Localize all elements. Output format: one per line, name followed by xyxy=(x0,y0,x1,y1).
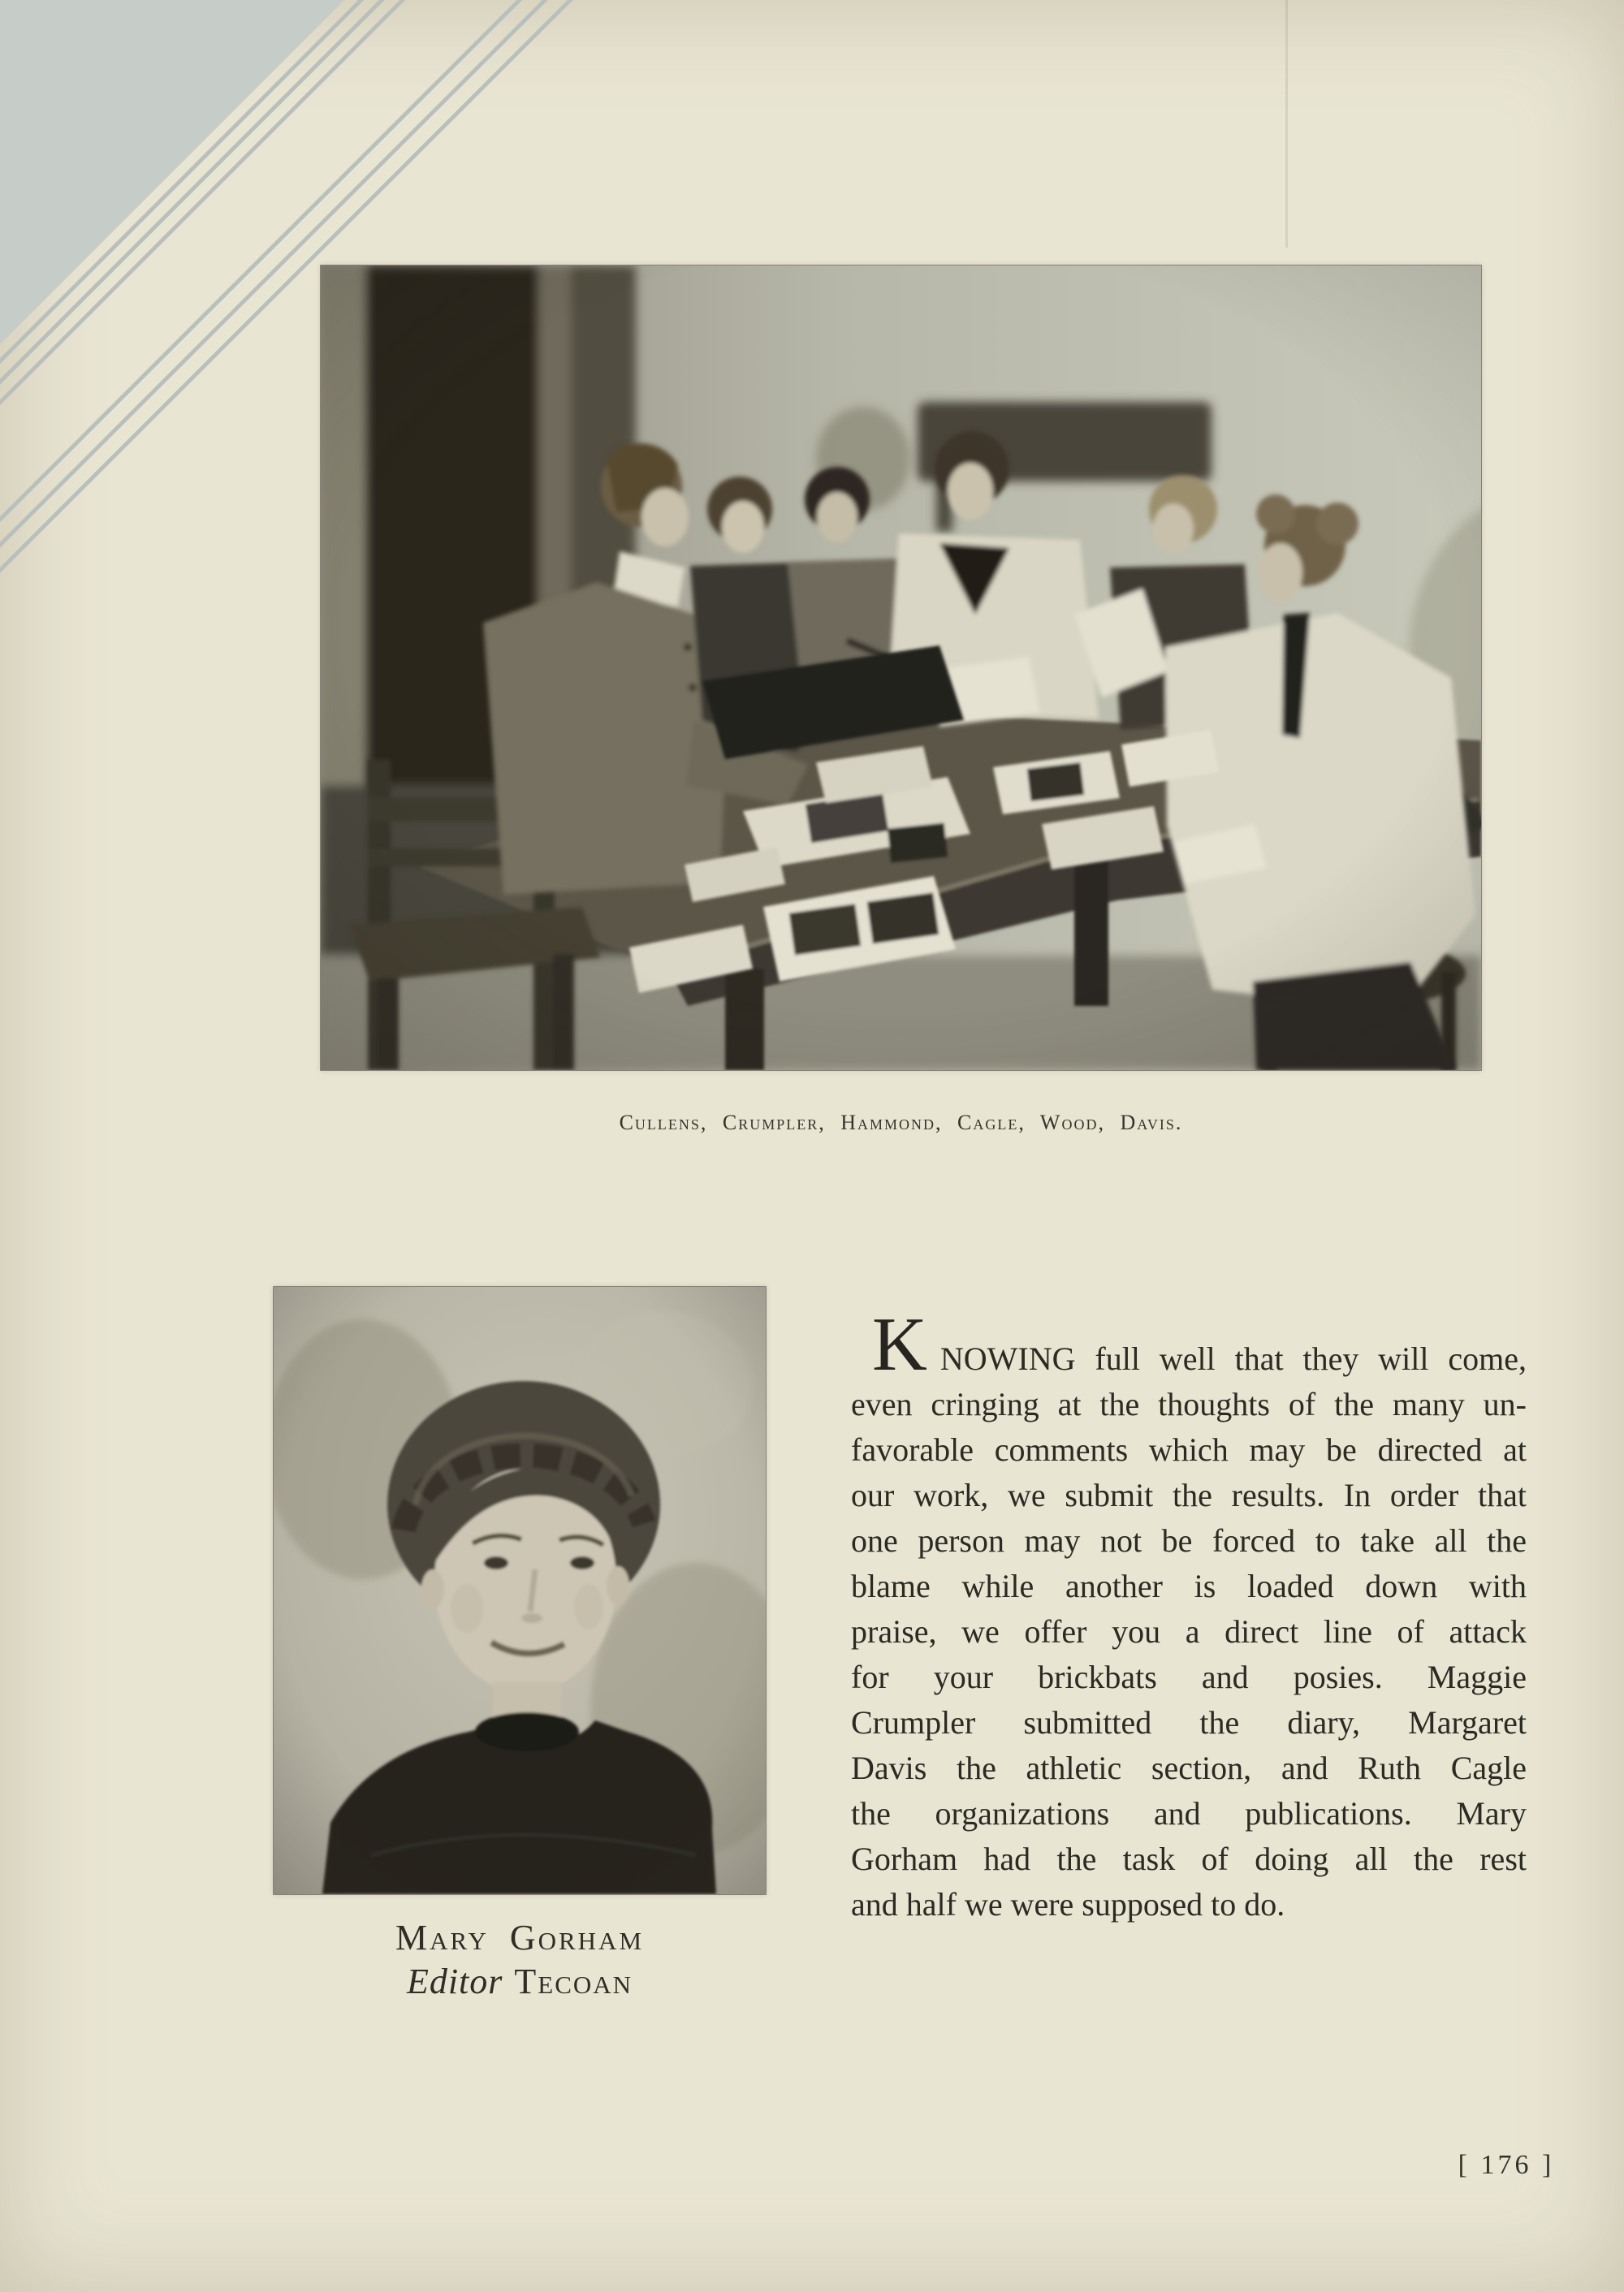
body-line: Davis the athletic section, and Ruth Cagle xyxy=(851,1750,1527,1786)
raised-cap-K: K xyxy=(872,1302,927,1387)
body-line: one person may not be forced to take all the xyxy=(851,1522,1527,1559)
body-line: praise, we offer you a direct line of attack xyxy=(851,1613,1527,1650)
group-photo-editorial-staff xyxy=(321,265,1481,1070)
body-line: even cringing at the thoughts of the many un- xyxy=(851,1386,1527,1422)
portrait-name: Mary Gorham xyxy=(395,1918,645,1957)
portrait-role xyxy=(274,1960,766,2004)
body-line: the organizations and publications. Mary xyxy=(851,1795,1527,1832)
body-line: Crumpler submitted the diary, Margaret xyxy=(851,1704,1527,1741)
portrait-role-title: Editor xyxy=(406,1962,503,2001)
body-paragraph xyxy=(851,1302,1527,1927)
portrait-caption xyxy=(274,1916,766,2004)
group-photo-caption: Cullens, Crumpler, Hammond, Cagle, Wood, Davis. xyxy=(619,1111,1183,1134)
portrait-role-book: Tecoan xyxy=(514,1962,633,2001)
page-number: [ 176 ] xyxy=(1458,2150,1555,2180)
body-line: and half we were supposed to do. xyxy=(851,1886,1285,1923)
body-lines xyxy=(851,1382,1527,1927)
body-line: for your brickbats and posies. Maggie xyxy=(851,1659,1527,1695)
group-photo-illustration xyxy=(321,265,1481,1070)
body-line: Gorham had the task of doing all the rest xyxy=(851,1841,1527,1877)
body-line: favorable comments which may be directed at xyxy=(851,1431,1527,1468)
body-line: blame while another is loaded down with xyxy=(851,1568,1527,1604)
body-first-line xyxy=(851,1302,1527,1387)
portrait-photo-mary-gorham xyxy=(274,1287,766,1894)
scan-crease-artifact xyxy=(1285,0,1288,248)
body-first-line-text: NOWING full well that they will come, xyxy=(939,1340,1527,1377)
body-line: our work, we submit the results. In order that xyxy=(851,1477,1527,1513)
portrait-illustration xyxy=(274,1287,766,1894)
